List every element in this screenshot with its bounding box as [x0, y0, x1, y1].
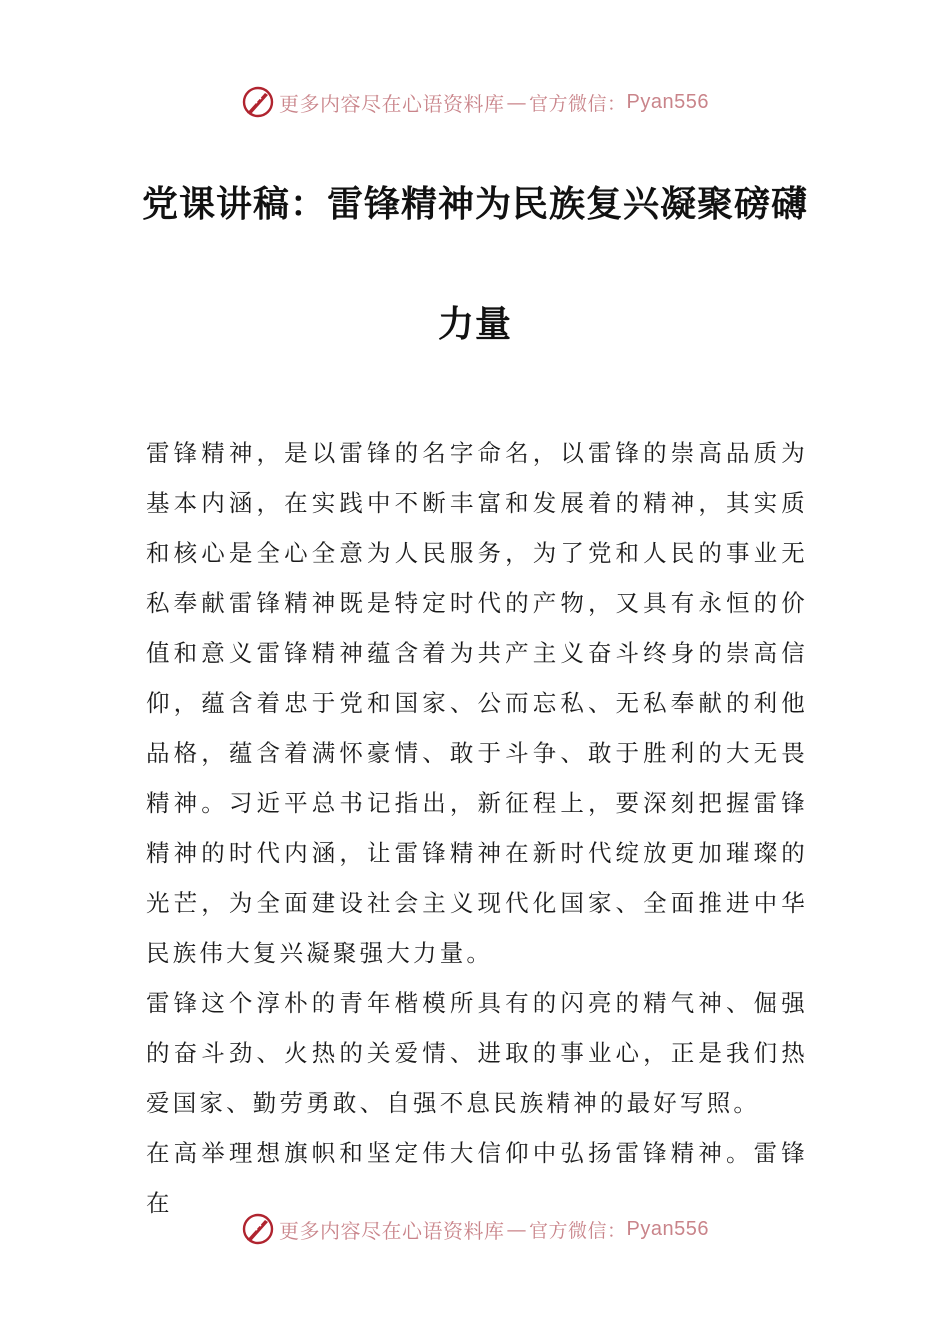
- footer-banner: [0, 1209, 950, 1249]
- footer-wechat-id: Pyan556: [626, 1217, 709, 1240]
- document-title-line-2: 力量: [437, 304, 512, 345]
- paragraph-2: 雷锋这个淳朴的青年楷模所具有的闪亮的精气神、倔强的奋斗劲、火热的关爱情、进取的事业心，正是我们热爱国家、勤劳勇敢、自强不息民族精神的最好写照。: [146, 989, 808, 1117]
- banner-wechat-label: 官方微信：: [529, 92, 627, 115]
- document-body: [146, 428, 808, 1228]
- footer-separator: —: [506, 1217, 527, 1241]
- document-title-line-1: 党课讲稿：雷锋精神为民族复兴凝聚磅礴: [141, 184, 808, 225]
- paragraph-3: 在高举理想旗帜和坚定伟大信仰中弘扬雷锋精神。雷锋在: [146, 1139, 808, 1217]
- banner-wechat-id: Pyan556: [626, 90, 709, 113]
- footer-wechat-label: 官方微信：: [529, 1219, 627, 1242]
- banner-separator: —: [506, 90, 527, 114]
- banner-brand: 更多内容尽在心语资料库: [279, 91, 505, 116]
- footer-brand: 更多内容尽在心语资料库: [279, 1218, 505, 1243]
- quill-pen-logo-icon: [241, 85, 275, 119]
- quill-pen-logo-icon: [241, 1212, 275, 1246]
- paragraph-1: 雷锋精神，是以雷锋的名字命名，以雷锋的崇高品质为基本内涵，在实践中不断丰富和发展着的精神，其实质和核心是全心全意为人民服务，为了党和人民的事业无私奉献雷锋精神既是特定时代的产物，又具有永恒的价值和意义雷锋精神蕴含着为共产主义奋斗终身的崇高信仰，蕴含着忠于党和国家、公而忘私、无私奉献的利他品格，蕴含着满怀豪情、敢于斗争、敢于胜利的大无畏精神。习近平总书记指出，新征程上，要深刻把握雷锋精神的时代内涵，让雷锋精神在新时代绽放更加璀璨的光芒，为全面建设社会主义现代化国家、全面推进中华民族伟大复兴凝聚强大力量。: [146, 439, 808, 967]
- header-banner: [0, 82, 950, 122]
